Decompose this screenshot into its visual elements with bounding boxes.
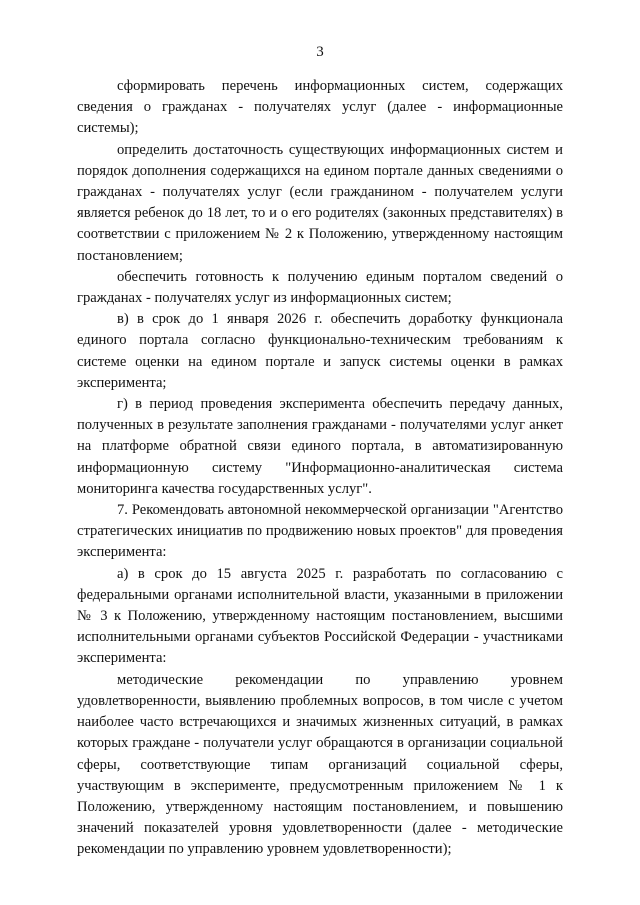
paragraph: в) в срок до 1 января 2026 г. обеспечить доработку функционала единого портала согласно функционально-техническим требованиям к системе оценки на едином портале и запуск системы оценки в рамках эксперимента;	[77, 311, 563, 391]
document-body	[77, 76, 563, 861]
paragraph: 7. Рекомендовать автономной некоммерческой организации "Агентство стратегических инициатив по продвижению новых проектов" для проведения эксперимента:	[77, 502, 563, 561]
paragraph: обеспечить готовность к получению единым порталом сведений о гражданах - получателях услуг из информационных систем;	[77, 268, 563, 307]
paragraph: определить достаточность существующих информационных систем и порядок дополнения содержащихся на едином портале данных сведениями о гражданах - получателях услуг (если гражданином - получателем услуги является ребенок до 18 лет, то и о его родителях (законных представителях) в соответствии с приложением № 2 к Положению, утвержденному настоящим постановлением;	[77, 141, 563, 264]
paragraph: а) в срок до 15 августа 2025 г. разработать по согласованию с федеральными органами исполнительной власти, указанными в приложении № 3 к Положению, утвержденному настоящим постановлением, высшими исполнительными органами субъектов Российской Федерации - участниками эксперимента:	[77, 565, 563, 667]
paragraph: г) в период проведения эксперимента обеспечить передачу данных, полученных в результате заполнения гражданами - получателями услуг анкет на платформе обратной связи единого портала, в автоматизированную информационную систему "Информационно-аналитическая система мониторинга качества государственных услуг".	[77, 396, 563, 497]
paragraph: методические рекомендации по управлению уровнем удовлетворенности, выявлению проблемных вопросов, в том числе с учетом наиболее часто встречающихся и значимых жизненных ситуаций, в рамках которых граждане - получатели услуг обращаются в организации социальной сферы, соответствующие типам организаций социальной сферы, участвующим в эксперименте, предусмотренным приложением № 1 к Положению, утвержденному настоящим постановлением, и повышению значений показателей уровня удовлетворенности (далее - методические рекомендации по управлению уровнем удовлетворенности);	[77, 671, 563, 858]
page-number: 3	[316, 44, 324, 60]
paragraph: сформировать перечень информационных систем, содержащих сведения о гражданах - получателях услуг (далее - информационные системы);	[77, 78, 563, 137]
